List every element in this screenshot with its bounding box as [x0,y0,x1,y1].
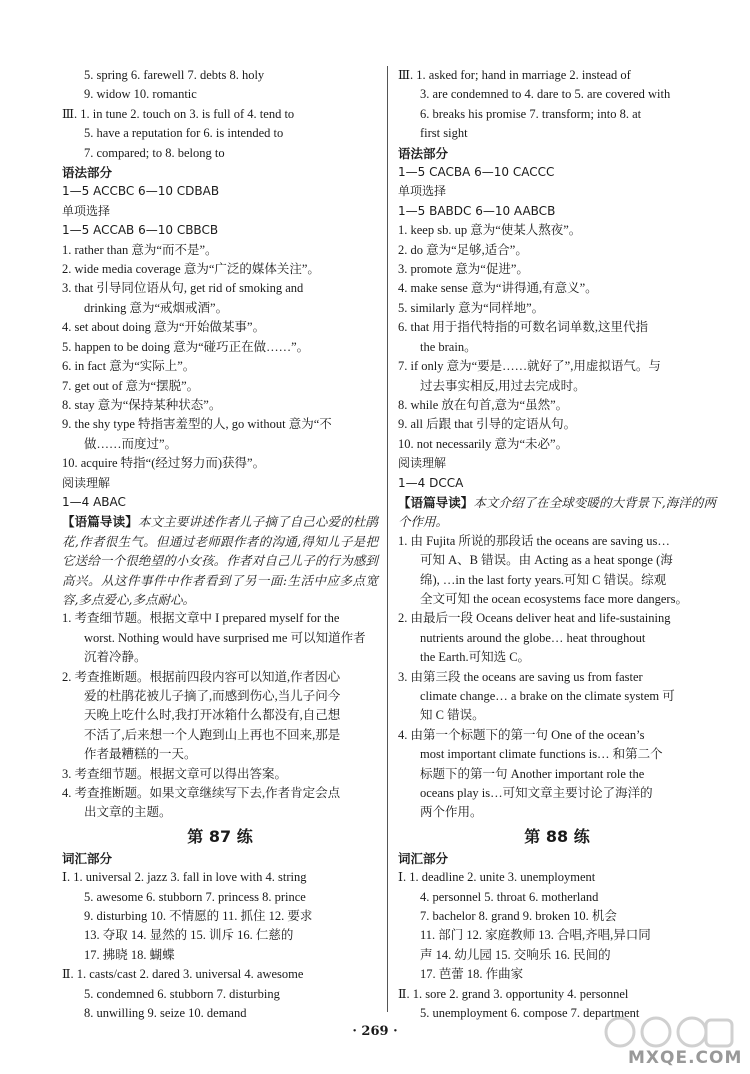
text-line: 阅读理解 [62,475,111,490]
text-line: 5. happen to be doing 意为“碰巧正在做……”。 [62,339,310,354]
text-line: 4. personnel 5. throat 6. motherland [420,889,599,904]
text-line: Ⅰ. 1. deadline 2. unite 3. unemployment [398,870,596,885]
text-line: 9. all 后跟 that 引导的定语从句。 [398,417,577,432]
text-line: 做……而度过”。 [84,436,178,451]
text-line: Ⅰ. 1. universal 2. jazz 3. fall in love with 4. string [62,870,307,885]
text-line: 过去事实相反,用过去完成时。 [420,378,586,393]
text-line: 5. condemned 6. stubborn 7. disturbing [84,986,280,1001]
text-line: 6. breaks his promise 7. transform; into 8. at [420,106,642,121]
text-line: 3. are condemned to 4. dare to 5. are covered with [420,87,671,102]
text-line: 8. unwilling 9. seize 10. demand [84,1006,247,1021]
left-column [62,66,378,1024]
left-reading-answers [62,609,378,822]
text-line: 4. make sense 意为“讲得通,有意义”。 [398,281,598,296]
text-line: 阅读理解 [398,456,447,471]
right-vocab-block [398,868,716,1023]
text-line: 4. set about doing 意为“开始做某事”。 [62,320,266,335]
text-line: most important climate functions is… 和第二个 [420,747,663,762]
text-line: 8. stay 意为“保持某种状态”。 [62,397,222,412]
right-guide-tag: 【语篇导读】 [398,494,474,510]
text-line: 沉着冷静。 [84,650,147,665]
text-line: nutrients around the globe… heat throughout [420,630,646,645]
text-line: Ⅱ. 1. sore 2. grand 3. opportunity 4. personnel [398,986,629,1001]
right-column [398,66,716,1024]
text-line: 5. similarly 意为“同样地”。 [398,300,545,315]
text-line: 9. the shy type 特指害羞型的人, go without 意为“不 [62,417,332,432]
text-line: 语法部分 [398,145,449,161]
text-line: 1—5 BABDC 6—10 AABCB [398,203,556,218]
left-passage-guide [62,512,378,609]
text-line: 7. if only 意为“要是……就好了”,用虚拟语气。与 [398,359,661,374]
text-line: 11. 部门 12. 家庭教师 13. 合唱,齐唱,异口同 [420,928,651,943]
text-line: Ⅱ. 1. casts/cast 2. dared 3. universal 4. awesome [62,967,304,982]
text-line: 爱的杜鹃花被儿子摘了,而感到伤心,当儿子问今 [84,689,341,703]
text-line: 10. acquire 特指“(经过努力而)获得”。 [62,456,266,471]
text-line: 6. that 用于指代特指的可数名词单数,这里代指 [398,320,648,335]
text-line: 13. 夺取 14. 显然的 15. 训斥 16. 仁慈的 [84,928,294,943]
text-line: 4. 考查推断题。如果文章继续写下去,作者肯定会点 [62,786,341,801]
text-line: 绵), …in the last forty years.可知 C 错误。综观 [420,572,667,587]
text-line: 单项选择 [398,184,447,199]
text-line: 知 C 错误。 [420,708,485,723]
text-line: 9. widow 10. romantic [84,87,197,102]
right-passage-guide [398,493,716,532]
text-line: 7. get out of 意为“摆脱”。 [62,378,200,393]
lesson-88-title: 第 88 练 [524,826,590,846]
text-line: 2. do 意为“足够,适合”。 [398,242,528,257]
text-line: climate change… a brake on the climate system 可 [420,689,675,703]
left-vocab-heading: 词汇部分 [62,850,113,866]
text-line: 两个作用。 [420,805,483,820]
right-top-block [398,66,716,493]
text-line: 1—5 ACCBC 6—10 CDBAB [62,184,220,199]
text-line: 10. not necessarily 意为“未必”。 [398,436,569,451]
text-line: oceans play is…可知文章主要讨论了海洋的 [420,786,653,801]
text-line: 3. promote 意为“促进”。 [398,262,529,277]
text-line: 5. spring 6. farewell 7. debts 8. holy [84,68,265,82]
left-vocab-block [62,868,378,1023]
text-line: 1. keep sb. up 意为“使某人熬夜”。 [398,223,582,238]
text-line: 2. 由最后一段 Oceans deliver heat and life-sustaining [398,611,671,626]
page-number: · 269 · [352,1024,398,1039]
text-line: 1. rather than 意为“而不是”。 [62,242,218,257]
watermark-text: MXQE.COM [628,1048,743,1068]
text-line: 可知 A、B 错误。由 Acting as a heat sponge (海 [420,553,673,568]
column-divider [387,66,388,1012]
text-line: 语法部分 [62,165,113,181]
text-line: 1—4 DCCA [398,475,464,490]
text-line: 8. while 放在句首,意为“虽然”。 [398,397,569,412]
right-reading-answers [398,532,716,823]
text-line: 7. bachelor 8. grand 9. broken 10. 机会 [420,909,617,924]
text-line: the brain。 [420,339,477,354]
left-guide-tag: 【语篇导读】 [62,514,138,530]
text-line: Ⅲ. 1. in tune 2. touch on 3. is full of 4. tend to [62,106,295,121]
text-line: Ⅲ. 1. asked for; hand in marriage 2. instead of [398,68,631,82]
text-line: 2. wide media coverage 意为“广泛的媒体关注”。 [62,262,320,277]
text-line: 2. 考查推断题。根据前四段内容可以知道,作者因心 [62,669,341,684]
text-line: 全文可知 the ocean ecosystems face more dangers。 [420,591,688,606]
text-line: 标题下的第一句 Another important role the [420,766,645,781]
text-line: 作者最糟糕的一天。 [84,747,197,762]
text-line: 1—4 ABAC [62,494,126,509]
text-line: 不活了,后来想一个人跑到山上再也不回来,那是 [84,727,341,742]
text-line: first sight [420,126,468,141]
text-line: the Earth.可知选 C。 [420,650,531,665]
text-line: 6. in fact 意为“实际上”。 [62,359,196,374]
text-line: 出文章的主题。 [84,805,172,820]
left-guide-text: 本文主要讲述作者儿子摘了自己心爱的杜鹃花,作者很生气。但通过老师跟作者的沟通,得知儿子是把它送给一个很绝望的小女孩。作者对自己儿子的行为感到高兴。从这件事件中作者看到了另一面:生活中应多点宽容,多点爱心,多点耐心。 [62,514,378,607]
text-line: 3. 考查细节题。根据文章可以得出答案。 [62,766,288,781]
text-line: worst. Nothing would have surprised me 可以知道作者 [84,630,366,645]
text-line: 天晚上吃什么时,我打开冰箱什么都没有,自己想 [84,708,341,723]
text-line: 7. compared; to 8. belong to [84,145,225,160]
text-line: 1. 考查细节题。根据文章中 I prepared myself for the [62,611,340,626]
text-line: 1—5 CACBA 6—10 CACCC [398,165,555,180]
text-line: 5. awesome 6. stubborn 7. princess 8. prince [84,889,306,904]
right-guide-text: 本文介绍了在全球变暖的大背景下,海洋的两个作用。 [398,494,716,530]
text-line: 3. that 引导同位语从句, get rid of smoking and [62,281,304,296]
text-line: 1. 由 Fujita 所说的那段话 the oceans are saving us… [398,533,670,548]
text-line: drinking 意为“戒烟戒酒”。 [84,300,229,315]
text-line: 4. 由第一个标题下的第一句 One of the ocean’s [398,727,645,742]
lesson-87-title: 第 87 练 [187,826,253,846]
right-vocab-heading: 词汇部分 [398,850,449,866]
text-line: 17. 芭蕾 18. 作曲家 [420,967,524,982]
text-line: 3. 由第三段 the oceans are saving us from faster [398,669,643,684]
text-line: 单项选择 [62,203,111,218]
text-line: 1—5 ACCAB 6—10 CBBCB [62,223,219,238]
text-line: 17. 拂晓 18. 蝴蝶 [84,947,175,962]
text-line: 9. disturbing 10. 不情愿的 11. 抓住 12. 要求 [84,909,313,924]
text-line: 5. unemployment 6. compose 7. department [420,1006,640,1021]
left-top-block [62,66,378,512]
text-line: 5. have a reputation for 6. is intended to [84,126,284,141]
text-line: 声 14. 幼儿园 15. 交响乐 16. 民间的 [420,947,611,962]
